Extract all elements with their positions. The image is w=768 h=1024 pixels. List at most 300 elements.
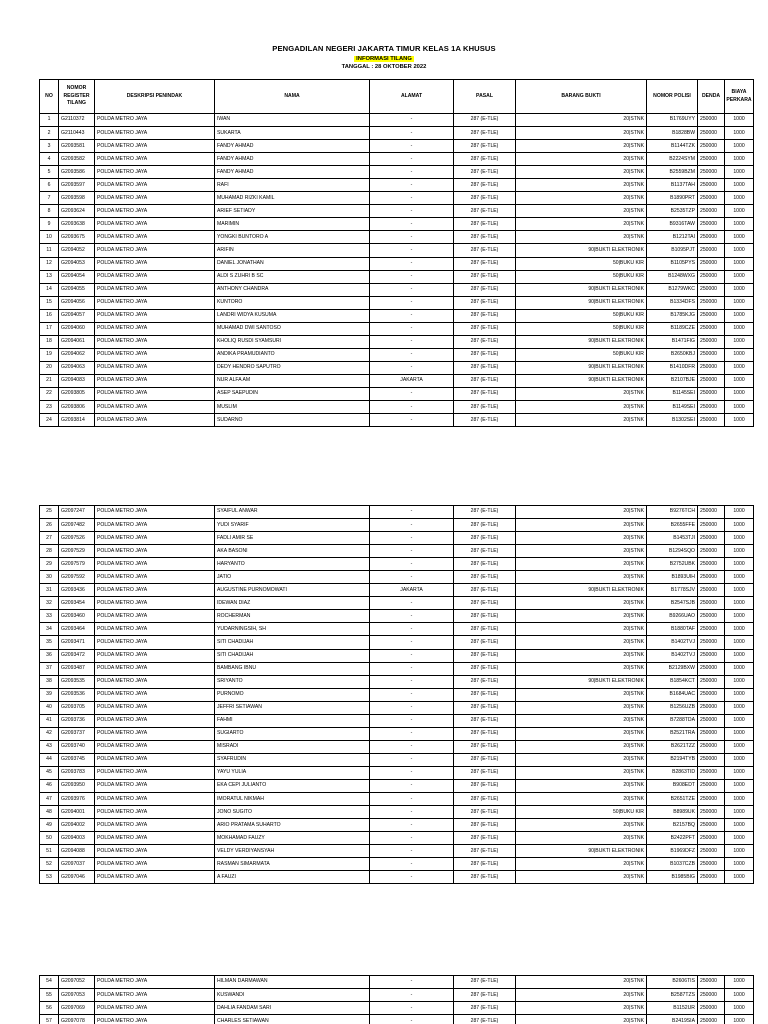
cell-no: 1: [40, 114, 59, 127]
cell-pasal: 287 (E-TLE): [454, 205, 516, 218]
cell-biaya-perkara: 1000: [725, 545, 754, 558]
cell-denda: 250000: [698, 348, 725, 361]
cell-deskripsi: POLDA METRO JAYA: [95, 558, 215, 571]
cell-no: 29: [40, 558, 59, 571]
cell-biaya-perkara: 1000: [725, 675, 754, 688]
cell-nomor-polisi: B2621TZZ: [647, 740, 698, 753]
cell-register: G2093976: [59, 793, 95, 806]
cell-nama: YONGKI BUNTORO A: [215, 231, 370, 244]
cell-nama: FANDY AHMAD: [215, 166, 370, 179]
cell-nama: FANDY AHMAD: [215, 140, 370, 153]
cell-no: 7: [40, 192, 59, 205]
table-row: [40, 192, 754, 205]
cell-deskripsi: POLDA METRO JAYA: [95, 714, 215, 727]
cell-deskripsi: POLDA METRO JAYA: [95, 819, 215, 832]
cell-register: G2097078: [59, 1015, 95, 1024]
cell-biaya-perkara: 1000: [725, 231, 754, 244]
cell-register: G2094057: [59, 309, 95, 322]
cell-barang-bukti: 20|STNK: [516, 558, 647, 571]
cell-alamat: -: [370, 688, 454, 701]
cell-denda: 250000: [698, 989, 725, 1002]
cell-deskripsi: POLDA METRO JAYA: [95, 806, 215, 819]
cell-pasal: 287 (E-TLE): [454, 662, 516, 675]
col-header-pasal: PASAL: [454, 80, 516, 114]
table-row: [40, 401, 754, 414]
cell-nama: HARYANTO: [215, 558, 370, 571]
cell-no: 50: [40, 832, 59, 845]
cell-nama: MUSLIM: [215, 401, 370, 414]
cell-nomor-polisi: B2559BZM: [647, 166, 698, 179]
table-row: [40, 114, 754, 127]
cell-nama: SITI CHADIJAH: [215, 649, 370, 662]
cell-denda: 250000: [698, 387, 725, 400]
cell-denda: 250000: [698, 335, 725, 348]
cell-pasal: 287 (E-TLE): [454, 649, 516, 662]
cell-deskripsi: POLDA METRO JAYA: [95, 114, 215, 127]
cell-deskripsi: POLDA METRO JAYA: [95, 218, 215, 231]
cell-nama: MOKHAMAD FAUZY: [215, 832, 370, 845]
cell-nomor-polisi: B1969DFZ: [647, 845, 698, 858]
cell-nama: RASMAN SIMARMATA: [215, 858, 370, 871]
cell-alamat: -: [370, 335, 454, 348]
cell-nama: SUKARTA: [215, 127, 370, 140]
cell-nama: ANDIKA PRAMUDIANTO: [215, 348, 370, 361]
cell-biaya-perkara: 1000: [725, 806, 754, 819]
cell-no: 31: [40, 584, 59, 597]
cell-pasal: 287 (E-TLE): [454, 753, 516, 766]
cell-alamat: -: [370, 414, 454, 427]
cell-pasal: 287 (E-TLE): [454, 401, 516, 414]
cell-barang-bukti: 20|STNK: [516, 192, 647, 205]
cell-deskripsi: POLDA METRO JAYA: [95, 871, 215, 884]
cell-alamat: -: [370, 270, 454, 283]
cell-pasal: 287 (E-TLE): [454, 727, 516, 740]
cell-register: G2097037: [59, 858, 95, 871]
cell-no: 18: [40, 335, 59, 348]
cell-barang-bukti: 20|STNK: [516, 871, 647, 884]
cell-deskripsi: POLDA METRO JAYA: [95, 779, 215, 792]
cell-nama: RAFI: [215, 179, 370, 192]
table-row: [40, 335, 754, 348]
cell-barang-bukti: 20|STNK: [516, 519, 647, 532]
cell-barang-bukti: 20|STNK: [516, 1002, 647, 1015]
cell-nomor-polisi: B9266UAO: [647, 610, 698, 623]
cell-denda: 250000: [698, 322, 725, 335]
cell-biaya-perkara: 1000: [725, 192, 754, 205]
table-row: [40, 701, 754, 714]
cell-biaya-perkara: 1000: [725, 401, 754, 414]
cell-barang-bukti: 20|STNK: [516, 727, 647, 740]
cell-nama: SITI CHADIJAH: [215, 636, 370, 649]
document-title: PENGADILAN NEGERI JAKARTA TIMUR KELAS 1A KHUSUS: [272, 44, 496, 53]
cell-alamat: -: [370, 231, 454, 244]
cell-denda: 250000: [698, 1015, 725, 1024]
cell-register: G2097046: [59, 871, 95, 884]
cell-register: G2110443: [59, 127, 95, 140]
cell-alamat: -: [370, 571, 454, 584]
col-header-nama: NAMA: [215, 80, 370, 114]
cell-biaya-perkara: 1000: [725, 701, 754, 714]
table-row: [40, 374, 754, 387]
cell-nomor-polisi: B2157BQ: [647, 819, 698, 832]
table-row: [40, 205, 754, 218]
cell-biaya-perkara: 1000: [725, 283, 754, 296]
cell-no: 13: [40, 270, 59, 283]
cell-nomor-polisi: B1302SEI: [647, 414, 698, 427]
cell-barang-bukti: 20|STNK: [516, 414, 647, 427]
cell-nomor-polisi: B2863TID: [647, 766, 698, 779]
table-row: [40, 545, 754, 558]
cell-biaya-perkara: 1000: [725, 127, 754, 140]
col-header-denda: DENDA: [698, 80, 725, 114]
cell-deskripsi: POLDA METRO JAYA: [95, 976, 215, 989]
cell-alamat: -: [370, 205, 454, 218]
cell-denda: 250000: [698, 519, 725, 532]
cell-barang-bukti: 20|STNK: [516, 153, 647, 166]
cell-pasal: 287 (E-TLE): [454, 231, 516, 244]
cell-alamat: -: [370, 545, 454, 558]
cell-nama: IWAN: [215, 114, 370, 127]
cell-barang-bukti: 20|STNK: [516, 753, 647, 766]
table-row: [40, 218, 754, 231]
cell-barang-bukti: 20|STNK: [516, 701, 647, 714]
cell-register: G2094003: [59, 832, 95, 845]
cell-nomor-polisi: B1453TJI: [647, 532, 698, 545]
cell-register: G2094001: [59, 806, 95, 819]
cell-denda: 250000: [698, 283, 725, 296]
cell-biaya-perkara: 1000: [725, 649, 754, 662]
cell-denda: 250000: [698, 218, 725, 231]
cell-deskripsi: POLDA METRO JAYA: [95, 519, 215, 532]
cell-register: G2093805: [59, 387, 95, 400]
cell-pasal: 287 (E-TLE): [454, 976, 516, 989]
cell-no: 11: [40, 244, 59, 257]
cell-deskripsi: POLDA METRO JAYA: [95, 793, 215, 806]
cell-nomor-polisi: B908EDT: [647, 779, 698, 792]
cell-deskripsi: POLDA METRO JAYA: [95, 348, 215, 361]
cell-register: G2093745: [59, 753, 95, 766]
cell-pasal: 287 (E-TLE): [454, 506, 516, 519]
cell-denda: 250000: [698, 270, 725, 283]
table-row: [40, 309, 754, 322]
cell-alamat: -: [370, 257, 454, 270]
cell-register: G2093638: [59, 218, 95, 231]
table-row: [40, 1002, 754, 1015]
cell-alamat: -: [370, 662, 454, 675]
cell-no: 12: [40, 257, 59, 270]
cell-denda: 250000: [698, 361, 725, 374]
cell-nama: MISRADI: [215, 740, 370, 753]
cell-nomor-polisi: B2655FFE: [647, 519, 698, 532]
cell-no: 30: [40, 571, 59, 584]
cell-denda: 250000: [698, 571, 725, 584]
cell-no: 42: [40, 727, 59, 740]
cell-barang-bukti: 20|STNK: [516, 127, 647, 140]
cell-biaya-perkara: 1000: [725, 361, 754, 374]
violations-table-section-1: [39, 79, 754, 427]
cell-register: G2094062: [59, 348, 95, 361]
cell-pasal: 287 (E-TLE): [454, 283, 516, 296]
cell-nomor-polisi: B1149SEI: [647, 401, 698, 414]
cell-pasal: 287 (E-TLE): [454, 335, 516, 348]
cell-no: 34: [40, 623, 59, 636]
cell-no: 19: [40, 348, 59, 361]
cell-alamat: -: [370, 506, 454, 519]
cell-alamat: -: [370, 401, 454, 414]
cell-denda: 250000: [698, 662, 725, 675]
cell-alamat: -: [370, 179, 454, 192]
cell-nama: YUDI SYARIF: [215, 519, 370, 532]
cell-nama: HILMAN DARMAWAN: [215, 976, 370, 989]
cell-deskripsi: POLDA METRO JAYA: [95, 766, 215, 779]
cell-nama: ROCHERMAN: [215, 610, 370, 623]
cell-barang-bukti: 50|BUKU KIR: [516, 348, 647, 361]
cell-alamat: -: [370, 701, 454, 714]
cell-no: 9: [40, 218, 59, 231]
cell-pasal: 287 (E-TLE): [454, 1002, 516, 1015]
cell-deskripsi: POLDA METRO JAYA: [95, 597, 215, 610]
cell-pasal: 287 (E-TLE): [454, 806, 516, 819]
cell-pasal: 287 (E-TLE): [454, 571, 516, 584]
cell-register: G2093471: [59, 636, 95, 649]
cell-barang-bukti: 20|STNK: [516, 636, 647, 649]
cell-nomor-polisi: B2419SIA: [647, 1015, 698, 1024]
table-row: [40, 688, 754, 701]
cell-register: G2093536: [59, 688, 95, 701]
cell-alamat: -: [370, 976, 454, 989]
cell-barang-bukti: 50|BUKU KIR: [516, 806, 647, 819]
cell-pasal: 287 (E-TLE): [454, 166, 516, 179]
cell-register: G2097247: [59, 506, 95, 519]
table-row: [40, 584, 754, 597]
cell-register: G2097529: [59, 545, 95, 558]
cell-deskripsi: POLDA METRO JAYA: [95, 858, 215, 871]
cell-deskripsi: POLDA METRO JAYA: [95, 727, 215, 740]
cell-pasal: 287 (E-TLE): [454, 558, 516, 571]
cell-pasal: 287 (E-TLE): [454, 387, 516, 400]
cell-barang-bukti: 20|STNK: [516, 597, 647, 610]
cell-no: 17: [40, 322, 59, 335]
cell-nomor-polisi: B2650KBJ: [647, 348, 698, 361]
cell-denda: 250000: [698, 506, 725, 519]
cell-nama: YAYU YULIA: [215, 766, 370, 779]
cell-denda: 250000: [698, 976, 725, 989]
cell-pasal: 287 (E-TLE): [454, 309, 516, 322]
col-header-no: NO: [40, 80, 59, 114]
cell-nama: EKA CEPI JULIANTO: [215, 779, 370, 792]
cell-denda: 250000: [698, 192, 725, 205]
cell-no: 44: [40, 753, 59, 766]
table-row: [40, 166, 754, 179]
cell-no: 56: [40, 1002, 59, 1015]
cell-barang-bukti: 20|STNK: [516, 387, 647, 400]
cell-deskripsi: POLDA METRO JAYA: [95, 649, 215, 662]
cell-alamat: -: [370, 558, 454, 571]
cell-pasal: 287 (E-TLE): [454, 532, 516, 545]
violations-table-section-2: [39, 505, 754, 884]
cell-no: 25: [40, 506, 59, 519]
cell-biaya-perkara: 1000: [725, 244, 754, 257]
cell-nama: MARIMIN: [215, 218, 370, 231]
cell-nomor-polisi: B1095PJT: [647, 244, 698, 257]
cell-barang-bukti: 90|BUKTI ELEKTRONIK: [516, 283, 647, 296]
table-row: [40, 257, 754, 270]
cell-no: 4: [40, 153, 59, 166]
cell-nomor-polisi: B9316TAW: [647, 218, 698, 231]
cell-nomor-polisi: B1256UZB: [647, 701, 698, 714]
cell-nama: BAMBANG IBNU: [215, 662, 370, 675]
cell-no: 40: [40, 701, 59, 714]
cell-register: G2093535: [59, 675, 95, 688]
cell-biaya-perkara: 1000: [725, 153, 754, 166]
cell-alamat: -: [370, 832, 454, 845]
cell-alamat: -: [370, 845, 454, 858]
cell-register: G2093705: [59, 701, 95, 714]
cell-pasal: 287 (E-TLE): [454, 153, 516, 166]
cell-denda: 250000: [698, 779, 725, 792]
cell-alamat: -: [370, 989, 454, 1002]
cell-denda: 250000: [698, 819, 725, 832]
cell-nomor-polisi: B2535TZP: [647, 205, 698, 218]
cell-barang-bukti: 20|STNK: [516, 740, 647, 753]
col-header-barang-bukti: BARANG BUKTI: [516, 80, 647, 114]
cell-barang-bukti: 20|STNK: [516, 858, 647, 871]
cell-pasal: 287 (E-TLE): [454, 623, 516, 636]
cell-alamat: -: [370, 192, 454, 205]
cell-nama: SUDARNO: [215, 414, 370, 427]
table-row: [40, 779, 754, 792]
cell-biaya-perkara: 1000: [725, 414, 754, 427]
cell-deskripsi: POLDA METRO JAYA: [95, 335, 215, 348]
cell-nomor-polisi: B1137TAH: [647, 179, 698, 192]
cell-deskripsi: POLDA METRO JAYA: [95, 257, 215, 270]
cell-pasal: 287 (E-TLE): [454, 688, 516, 701]
cell-register: G2094063: [59, 361, 95, 374]
cell-nomor-polisi: B1248WXG: [647, 270, 698, 283]
cell-alamat: -: [370, 166, 454, 179]
cell-denda: 250000: [698, 649, 725, 662]
cell-alamat: -: [370, 649, 454, 662]
violations-table-section-3: [39, 975, 754, 1024]
cell-nomor-polisi: B1880TAF: [647, 623, 698, 636]
cell-deskripsi: POLDA METRO JAYA: [95, 832, 215, 845]
table-row: [40, 153, 754, 166]
cell-register: G2093472: [59, 649, 95, 662]
cell-biaya-perkara: 1000: [725, 114, 754, 127]
cell-register: G2097526: [59, 532, 95, 545]
cell-nomor-polisi: B1334DFS: [647, 296, 698, 309]
table-row: [40, 819, 754, 832]
cell-nama: ARIEF SETIADY: [215, 205, 370, 218]
cell-pasal: 287 (E-TLE): [454, 740, 516, 753]
table-row: [40, 1015, 754, 1024]
table-row: [40, 623, 754, 636]
cell-barang-bukti: 90|BUKTI ELEKTRONIK: [516, 296, 647, 309]
table-row: [40, 532, 754, 545]
cell-denda: 250000: [698, 753, 725, 766]
cell-denda: 250000: [698, 257, 725, 270]
cell-biaya-perkara: 1000: [725, 636, 754, 649]
cell-barang-bukti: 20|STNK: [516, 793, 647, 806]
cell-pasal: 287 (E-TLE): [454, 114, 516, 127]
cell-biaya-perkara: 1000: [725, 571, 754, 584]
cell-deskripsi: POLDA METRO JAYA: [95, 127, 215, 140]
cell-alamat: -: [370, 361, 454, 374]
cell-denda: 250000: [698, 374, 725, 387]
cell-alamat: -: [370, 140, 454, 153]
cell-denda: 250000: [698, 793, 725, 806]
cell-nama: ANTHONY CHANDRA: [215, 283, 370, 296]
cell-nomor-polisi: B1769UYY: [647, 114, 698, 127]
cell-barang-bukti: 50|BUKU KIR: [516, 309, 647, 322]
document-subtitle-wrap: [0, 56, 768, 62]
document-subtitle: INFORMASI TILANG: [356, 56, 412, 62]
cell-nomor-polisi: B2422PFT: [647, 832, 698, 845]
cell-alamat: -: [370, 127, 454, 140]
table-row: [40, 322, 754, 335]
cell-nama: KUNTORO: [215, 296, 370, 309]
cell-nama: DAHLIA FANDAM SARI: [215, 1002, 370, 1015]
cell-no: 38: [40, 675, 59, 688]
cell-alamat: -: [370, 806, 454, 819]
cell-alamat: -: [370, 153, 454, 166]
cell-alamat: -: [370, 779, 454, 792]
cell-pasal: 287 (E-TLE): [454, 832, 516, 845]
cell-nomor-polisi: B2224SYM: [647, 153, 698, 166]
table-row: [40, 231, 754, 244]
cell-register: G2097482: [59, 519, 95, 532]
table-row: [40, 662, 754, 675]
cell-nama: FADLI AMIR SE: [215, 532, 370, 545]
cell-biaya-perkara: 1000: [725, 179, 754, 192]
table-row: [40, 414, 754, 427]
cell-deskripsi: POLDA METRO JAYA: [95, 153, 215, 166]
cell-no: 27: [40, 532, 59, 545]
cell-nomor-polisi: B2194TYB: [647, 753, 698, 766]
cell-register: G2093624: [59, 205, 95, 218]
cell-nomor-polisi: B1985BIG: [647, 871, 698, 884]
cell-denda: 250000: [698, 766, 725, 779]
cell-denda: 250000: [698, 714, 725, 727]
cell-biaya-perkara: 1000: [725, 858, 754, 871]
cell-barang-bukti: 20|STNK: [516, 506, 647, 519]
table-row: [40, 283, 754, 296]
cell-denda: 250000: [698, 153, 725, 166]
cell-pasal: 287 (E-TLE): [454, 845, 516, 858]
cell-barang-bukti: 20|STNK: [516, 532, 647, 545]
cell-pasal: 287 (E-TLE): [454, 361, 516, 374]
cell-no: 21: [40, 374, 59, 387]
cell-deskripsi: POLDA METRO JAYA: [95, 1002, 215, 1015]
cell-denda: 250000: [698, 597, 725, 610]
cell-register: G2093454: [59, 597, 95, 610]
cell-no: 20: [40, 361, 59, 374]
cell-denda: 250000: [698, 140, 725, 153]
cell-nomor-polisi: B1893UIH: [647, 571, 698, 584]
cell-pasal: 287 (E-TLE): [454, 779, 516, 792]
cell-alamat: JAKARTA: [370, 374, 454, 387]
cell-nomor-polisi: B1854KCT: [647, 675, 698, 688]
cell-register: G2093740: [59, 740, 95, 753]
cell-denda: 250000: [698, 296, 725, 309]
cell-alamat: -: [370, 532, 454, 545]
cell-nomor-polisi: B2521TRA: [647, 727, 698, 740]
table-row: [40, 348, 754, 361]
cell-biaya-perkara: 1000: [725, 140, 754, 153]
cell-deskripsi: POLDA METRO JAYA: [95, 401, 215, 414]
cell-nama: MUHAMAD RIZKI KAMIL: [215, 192, 370, 205]
cell-barang-bukti: 20|STNK: [516, 114, 647, 127]
